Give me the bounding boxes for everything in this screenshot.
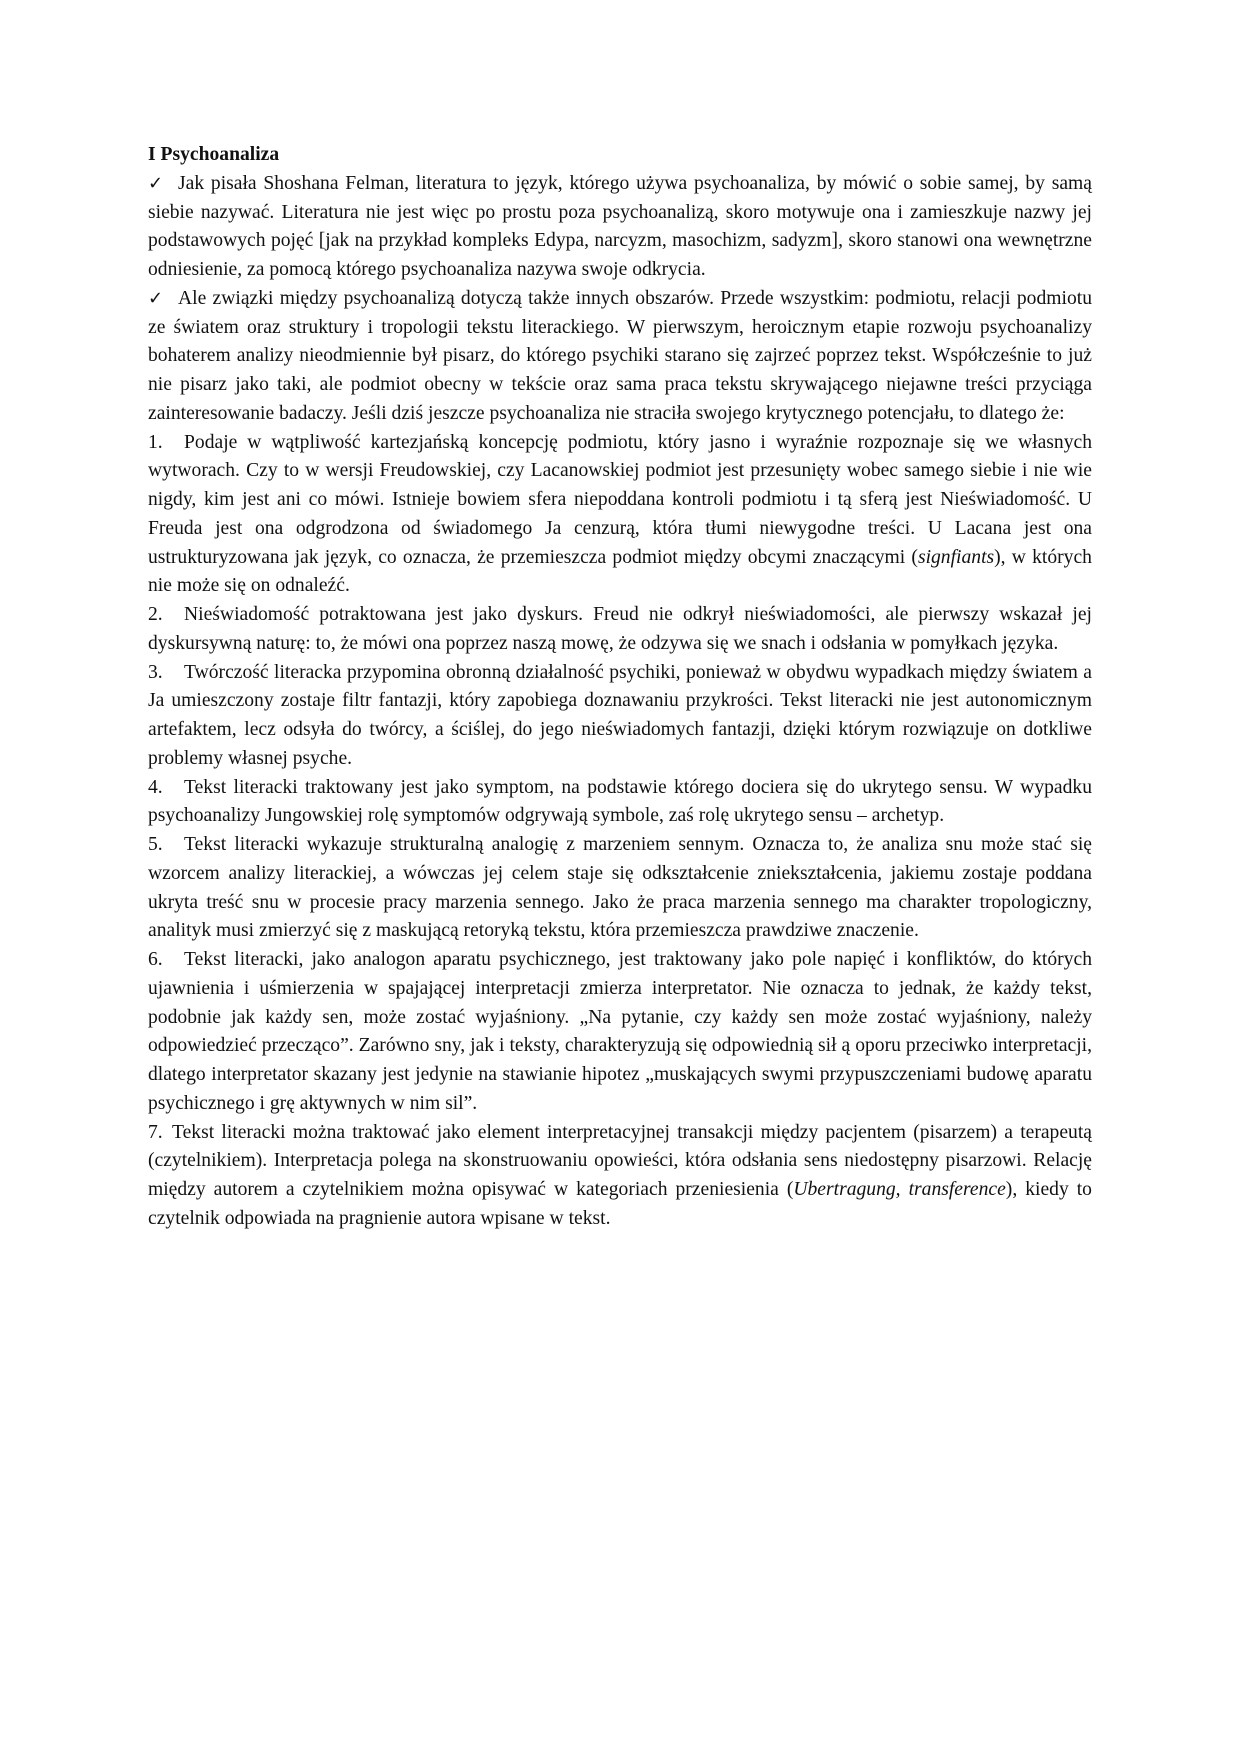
item-number: 6. xyxy=(148,949,163,970)
checkmark-icon: ✓ xyxy=(148,172,164,194)
item-number: 1. xyxy=(148,431,163,453)
intro-paragraph xyxy=(148,170,1092,285)
item-number: 4. xyxy=(148,776,163,798)
item-text: Tekst literacki można traktować jako element interpretacyjnej transakcji między pacjentem (pisarzem) a terapeutą (czytelnikiem). Interpretacja polega na skonstruowaniu opowieści, która odsłania sens niedostępny pisarzowi. Relację między autorem a czytelnikiem można opisywać w kategoriach przeniesienia ( xyxy=(148,1121,1092,1200)
item-text: Nieświadomość potraktowana jest jako dyskurs. Freud nie odkrył nieświadomości, ale pierwszy wskazał jej dyskursywną naturę: to, że mówi ona poprzez naszą mowę, że odzywa się we snach i odsłania w pomyłkach języka. xyxy=(148,604,1092,654)
document-page xyxy=(148,141,1092,1234)
item-text: Twórczość literacka przypomina obronną działalność psychiki, ponieważ w obydwu wypadkach między światem a Ja umieszczony zostaje filtr fantazji, który zapobiega doznawaniu przykrości. Tekst literacki nie jest autonomicznym artefaktem, lecz odsyła do twórcy, a ściślej, do jego nieświadomych fantazji, dzięki którym rozwiązuje on dotkliwe problemy własnej psyche. xyxy=(148,661,1092,769)
item-text: Podaje w wątpliwość kartezjańską koncepcję podmiotu, który jasno i wyraźnie rozpoznaje się we własnych wytworach. Czy to w wersji Freudowskiej, czy Lacanowskiej podmiot jest przesunięty wobec samego siebie i nie wie nigdy, kim jest ani co mówi. Istnieje bowiem sfera niepoddana kontroli podmiotu i tą sferą jest Nieświadomość. U Freuda jest ona odgrodzona od świadomego Ja cenzurą, która tłumi niewygodne treści. U Lacana jest ona ustrukturyzowana jak język, co oznacza, że przemieszcza podmiot między obcymi znaczącymi ( xyxy=(148,431,1092,568)
list-item xyxy=(148,659,1092,774)
item-italic: Ubertragung, transference xyxy=(793,1179,1006,1200)
list-item xyxy=(148,774,1092,832)
paragraph-text: Jak pisała Shoshana Felman, literatura to język, którego używa psychoanaliza, by mówić o sobie samej, by samą siebie nazywać. Literatura nie jest więc po prostu poza psychoanalizą, skoro motywuje ona i zamieszkuje nazwy jej podstawowych pojęć [jak na przykład kompleks Edypa, narcyzm, masochizm, sadyzm], skoro stanowi ona wewnętrzne odniesienie, za pomocą którego psychoanaliza nazywa swoje odkrycia. xyxy=(148,172,1092,280)
item-number: 7. xyxy=(148,1121,163,1143)
item-number: 3. xyxy=(148,661,163,683)
list-item xyxy=(148,1119,1092,1234)
paragraph-text: Ale związki między psychoanalizą dotyczą także innych obszarów. Przede wszystkim: podmiotu, relacji podmiotu ze światem oraz struktury i tropologii tekstu literackiego. W pierwszym, heroicznym etapie rozwoju psychoanalizy bohaterem analizy nieodmiennie był pisarz, do którego psychiki starano się zajrzeć poprzez tekst. Współcześnie to już nie pisarz jako taki, ale podmiot obecny w tekście oraz sama praca tekstu skrywającego niejawne treści przyciąga zainteresowanie badaczy. Jeśli dziś jeszcze psychoanaliza nie straciła swojego krytycznego potencjału, to dlatego że: xyxy=(148,287,1092,424)
item-number: 2. xyxy=(148,604,163,625)
list-item xyxy=(148,946,1092,1119)
item-text: ), w których nie może się on odnaleźć. xyxy=(148,546,1092,597)
list-item xyxy=(148,601,1092,659)
section-title: I Psychoanaliza xyxy=(148,144,280,165)
intro-paragraph xyxy=(148,285,1092,429)
list-item xyxy=(148,429,1092,602)
item-text: Tekst literacki wykazuje strukturalną analogię z marzeniem sennym. Oznacza to, że analiza snu może stać się wzorcem analizy literackiej, a wówczas jej celem staje się odkształcenie zniekształcenia, jakiemu zostaje poddana ukryta treść snu w procesie pracy marzenia sennego. Jako że praca marzenia sennego ma charakter tropologiczny, analityk musi zmierzyć się z maskującą retoryką tekstu, która przemieszcza prawdziwe znaczenie. xyxy=(148,834,1092,942)
item-number: 5. xyxy=(148,834,163,855)
checkmark-icon: ✓ xyxy=(148,287,164,309)
item-italic: signfiants xyxy=(917,546,995,568)
list-item xyxy=(148,831,1092,946)
item-text: Tekst literacki traktowany jest jako symptom, na podstawie którego dociera się do ukrytego sensu. W wypadku psychoanalizy Jungowskiej rolę symptomów odgrywają symbole, zaś rolę ukrytego sensu – archetyp. xyxy=(148,776,1092,827)
item-text: Tekst literacki, jako analogon aparatu psychicznego, jest traktowany jako pole napięć i konfliktów, do których ujawnienia i uśmierzenia w spajającej interpretacji zmierza interpretator. Nie oznacza to jednak, że każdy tekst, podobnie jak każdy sen, może zostać wyjaśniony. „Na pytanie, czy każdy sen może zostać wyjaśniony, należy odpowiedzieć przecząco”. Zarówno sny, jak i teksty, charakteryzują się odpowiednią sił ą oporu przeciwko interpretacji, dlatego interpretator skazany jest jedynie na stawianie hipotez „muskających swymi przypuszczeniami budowę aparatu psychicznego i grę aktywnych w nim sil”. xyxy=(148,949,1092,1114)
item-text: ), kiedy to czytelnik odpowiada na pragnienie autora wpisane w tekst. xyxy=(148,1179,1092,1229)
